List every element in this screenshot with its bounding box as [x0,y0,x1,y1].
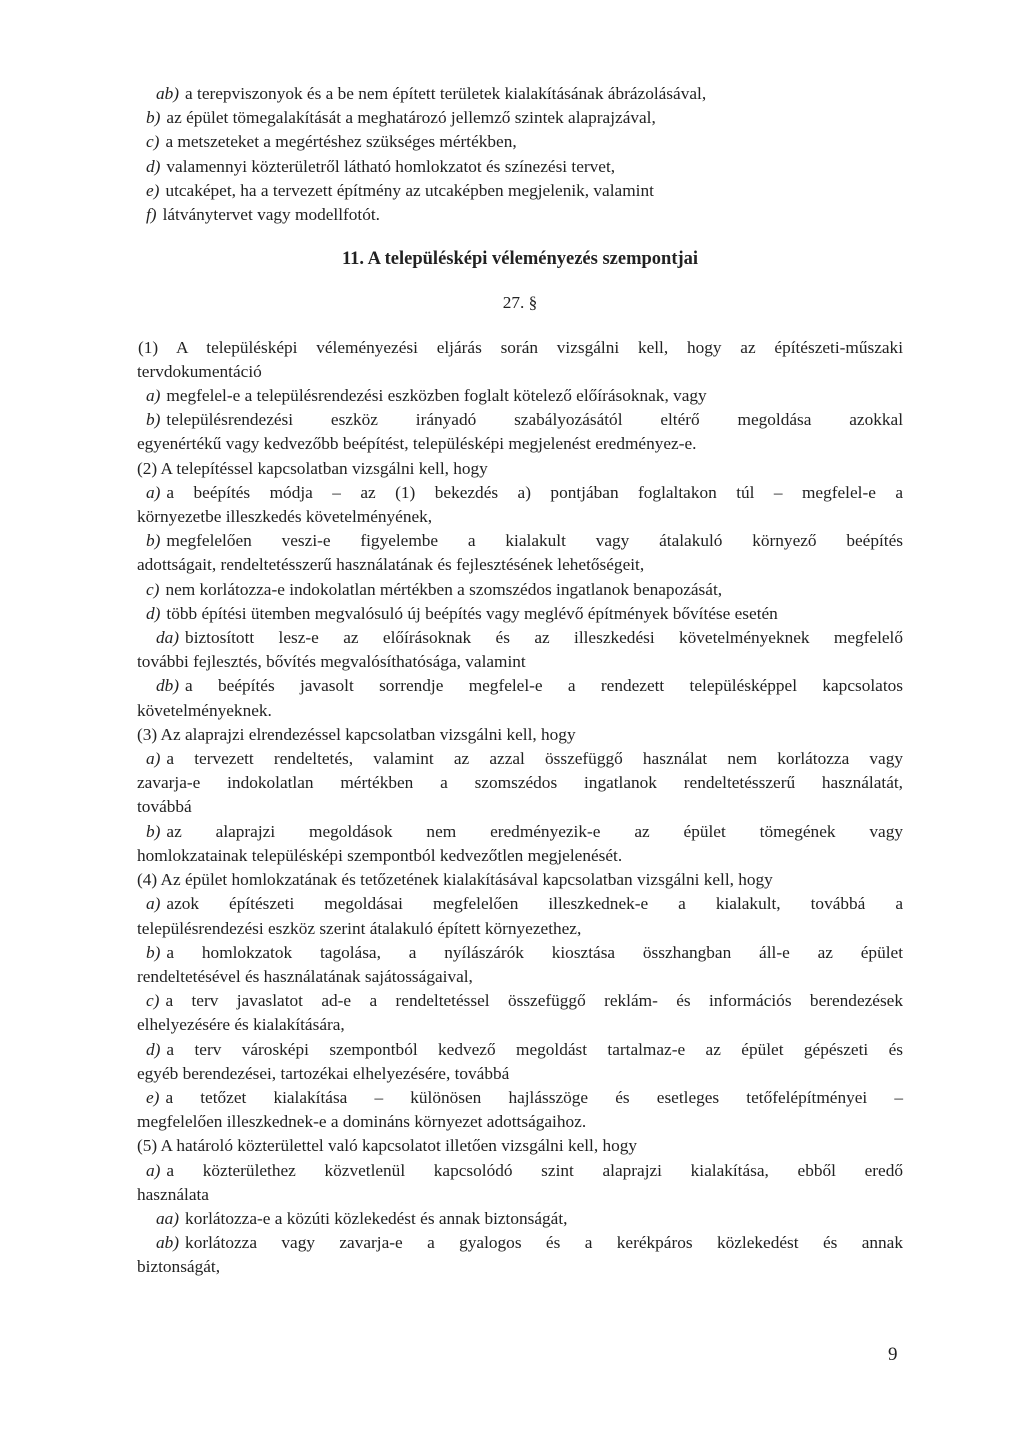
item-text: az alaprajzi megoldások nem eredményezik-e az épület tömegének vagy [166,821,903,841]
item-label: f) [146,205,157,225]
item-text: a terv javaslatot ad-e a rendeltetéssel összefüggő reklám- és információs berendezések [165,991,903,1011]
list-item [137,408,903,432]
item-text: utcaképet, ha a tervezett építmény az utcaképben megjelenik, valamint [165,180,654,200]
paragraph-lead: (1) A településképi véleményezési eljárás során vizsgálni kell, hogy az építészeti-műszaki [138,337,903,357]
paragraph-lead: (3) Az alaprajzi elrendezéssel kapcsolatban vizsgálni kell, hogy [137,724,576,744]
item-text-cont: egyéb berendezései, tartozékai elhelyezésére, továbbá [137,1063,510,1083]
item-text: a terepviszonyok és a be nem épített területek kialakításának ábrázolásával, [185,84,707,103]
paragraph-3 [137,723,903,868]
item-text-cont: rendeltetésével és használatának sajátosságaival, [137,966,473,986]
list-item [137,1086,903,1110]
item-text-cont: zavarja-e indokolatlan mértékben a szomszédos ingatlanok rendeltetésszerű használatát, [137,773,903,793]
list-subitem [137,1207,903,1231]
list-item [137,820,903,844]
item-label: d) [146,156,161,176]
list-item [137,203,903,227]
paragraph-lead: (4) Az épület homlokzatának és tetőzetének kialakításával kapcsolatban vizsgálni kell, hogy [137,870,773,890]
list-subitem [137,626,903,650]
item-text: látványtervet vagy modellfotót. [162,205,380,225]
item-label: b) [146,410,161,430]
item-label: ab) [156,84,180,103]
page-number: 9 [888,1344,898,1365]
list-subitem [137,1231,903,1255]
item-text: az épület tömegalakítását a meghatározó jellemző szintek alaprajzával, [166,108,656,128]
list-item [137,989,903,1013]
paragraph-lead: (5) A határoló közterülettel való kapcsolatot illetően vizsgálni kell, hogy [137,1136,638,1156]
list-subitem [137,674,903,698]
list-item [137,747,903,771]
item-text-cont: adottságait, rendeltetésszerű használatának és fejlesztésének lehetőségeit, [137,555,645,575]
item-text: megfelel-e a településrendezési eszközben foglalt kötelező előírásoknak, vagy [166,386,707,406]
item-label: a) [146,482,161,502]
paragraph-lead: (2) A telepítéssel kapcsolatban vizsgálni kell, hogy [137,458,488,478]
list-item [137,82,903,106]
item-label: b) [146,821,161,841]
list-item [137,155,903,179]
item-label: a) [146,749,161,769]
paragraph-lead-cont: tervdokumentáció [137,361,262,381]
item-label: d) [146,603,161,623]
item-label: b) [146,108,161,128]
item-text: a tetőzet kialakítása – különösen hajlásszöge és esetleges tetőfelépítményei – [165,1087,903,1107]
item-text: településrendezési eszköz irányadó szabályozásától eltérő megoldása azokkal [166,410,903,430]
list-item [137,1038,903,1062]
paragraph-5 [137,1134,903,1279]
item-text: nem korlátozza-e indokolatlan mértékben a szomszédos ingatlanok benapozását, [165,579,723,599]
list-item [137,578,903,602]
item-text-cont: megfelelően illeszkednek-e a domináns környezet adottságaihoz. [137,1112,587,1132]
list-item [137,602,903,626]
item-text: megfelelően veszi-e figyelembe a kialakult vagy átalakuló környező beépítés [166,531,903,551]
paragraph-2 [137,457,903,723]
item-text-cont: településrendezési eszköz szerint átalakuló épített környezethez, [137,918,582,938]
document-page [137,82,903,1280]
item-text: biztosított lesz-e az előírásoknak és az illeszkedési követelményeknek megfelelő [185,628,903,648]
item-text: a homlokzatok tagolása, a nyílászárók kiosztása összhangban áll-e az épület [166,942,903,962]
item-text: azok építészeti megoldásai megfelelően illeszkednek-e a kialakult, továbbá a [166,894,903,914]
list-item [137,130,903,154]
item-text: korlátozza-e a közúti közlekedést és annak biztonságát, [185,1208,568,1228]
item-text: a beépítés módja – az (1) bekezdés a) pontjában foglaltakon túl – megfelel-e a [166,482,903,502]
item-text-cont: elhelyezésére és kialakítására, [137,1015,345,1035]
item-text: valamennyi közterületről látható homlokzatot és színezési tervet, [166,156,616,176]
item-label: c) [146,579,160,599]
item-text: a metszeteket a megértéshez szükséges mértékben, [165,132,517,152]
item-label: c) [146,132,160,152]
item-text-cont: további fejlesztés, bővítés megvalósíthatósága, valamint [137,652,526,672]
item-label: b) [146,942,161,962]
item-text: a terv városképi szempontból kedvező megoldást tartalmaz-e az épület gépészeti és [166,1039,903,1059]
list-item [137,106,903,130]
item-label: a) [146,1160,161,1180]
item-text: a tervezett rendeltetés, valamint az azzal összefüggő használat nem korlátozza vagy [166,749,903,769]
list-item [137,892,903,916]
item-text-cont: biztonságát, [137,1257,221,1277]
item-label: e) [146,1087,160,1107]
item-label: d) [146,1039,161,1059]
item-label: e) [146,180,160,200]
item-label: a) [146,894,161,914]
item-text-cont: követelményeknek. [137,700,272,720]
list-item [137,179,903,203]
list-item [137,529,903,553]
list-item [137,941,903,965]
item-text-cont: továbbá [137,797,192,817]
section-heading: 11. A településképi véleményezés szempontjai [341,249,699,270]
list-item [137,481,903,505]
item-label: aa) [156,1208,180,1228]
item-text: korlátozza vagy zavarja-e a gyalogos és a kerékpáros közlekedést és annak [185,1233,903,1253]
list-item [137,384,903,408]
intro-list [137,82,903,227]
item-label: c) [146,991,160,1011]
section-number: 27. § [502,293,538,313]
item-label: b) [146,531,161,551]
item-label: db) [156,676,180,696]
paragraph-1 [137,336,903,457]
item-text: a beépítés javasolt sorrendje megfelel-e a rendezett településképpel kapcsolatos [185,676,903,696]
item-label: ab) [156,1233,180,1253]
item-text: több építési ütemben megvalósuló új beépítés vagy meglévő építmények bővítése esetén [166,603,778,623]
paragraph-4 [137,868,903,1134]
item-text: a közterülethez közvetlenül kapcsolódó szint alaprajzi kialakítása, ebből eredő [166,1160,903,1180]
item-text-cont: homlokzatainak településképi szempontból kedvezőtlen megjelenését. [137,845,623,865]
item-text-cont: használata [137,1184,209,1204]
item-text-cont: környezetbe illeszkedés követelményének, [137,507,433,527]
item-text-cont: egyenértékű vagy kedvezőbb beépítést, településképi megjelenést eredményez-e. [137,434,697,454]
list-item [137,1159,903,1183]
item-label: da) [156,628,180,648]
item-label: a) [146,386,161,406]
